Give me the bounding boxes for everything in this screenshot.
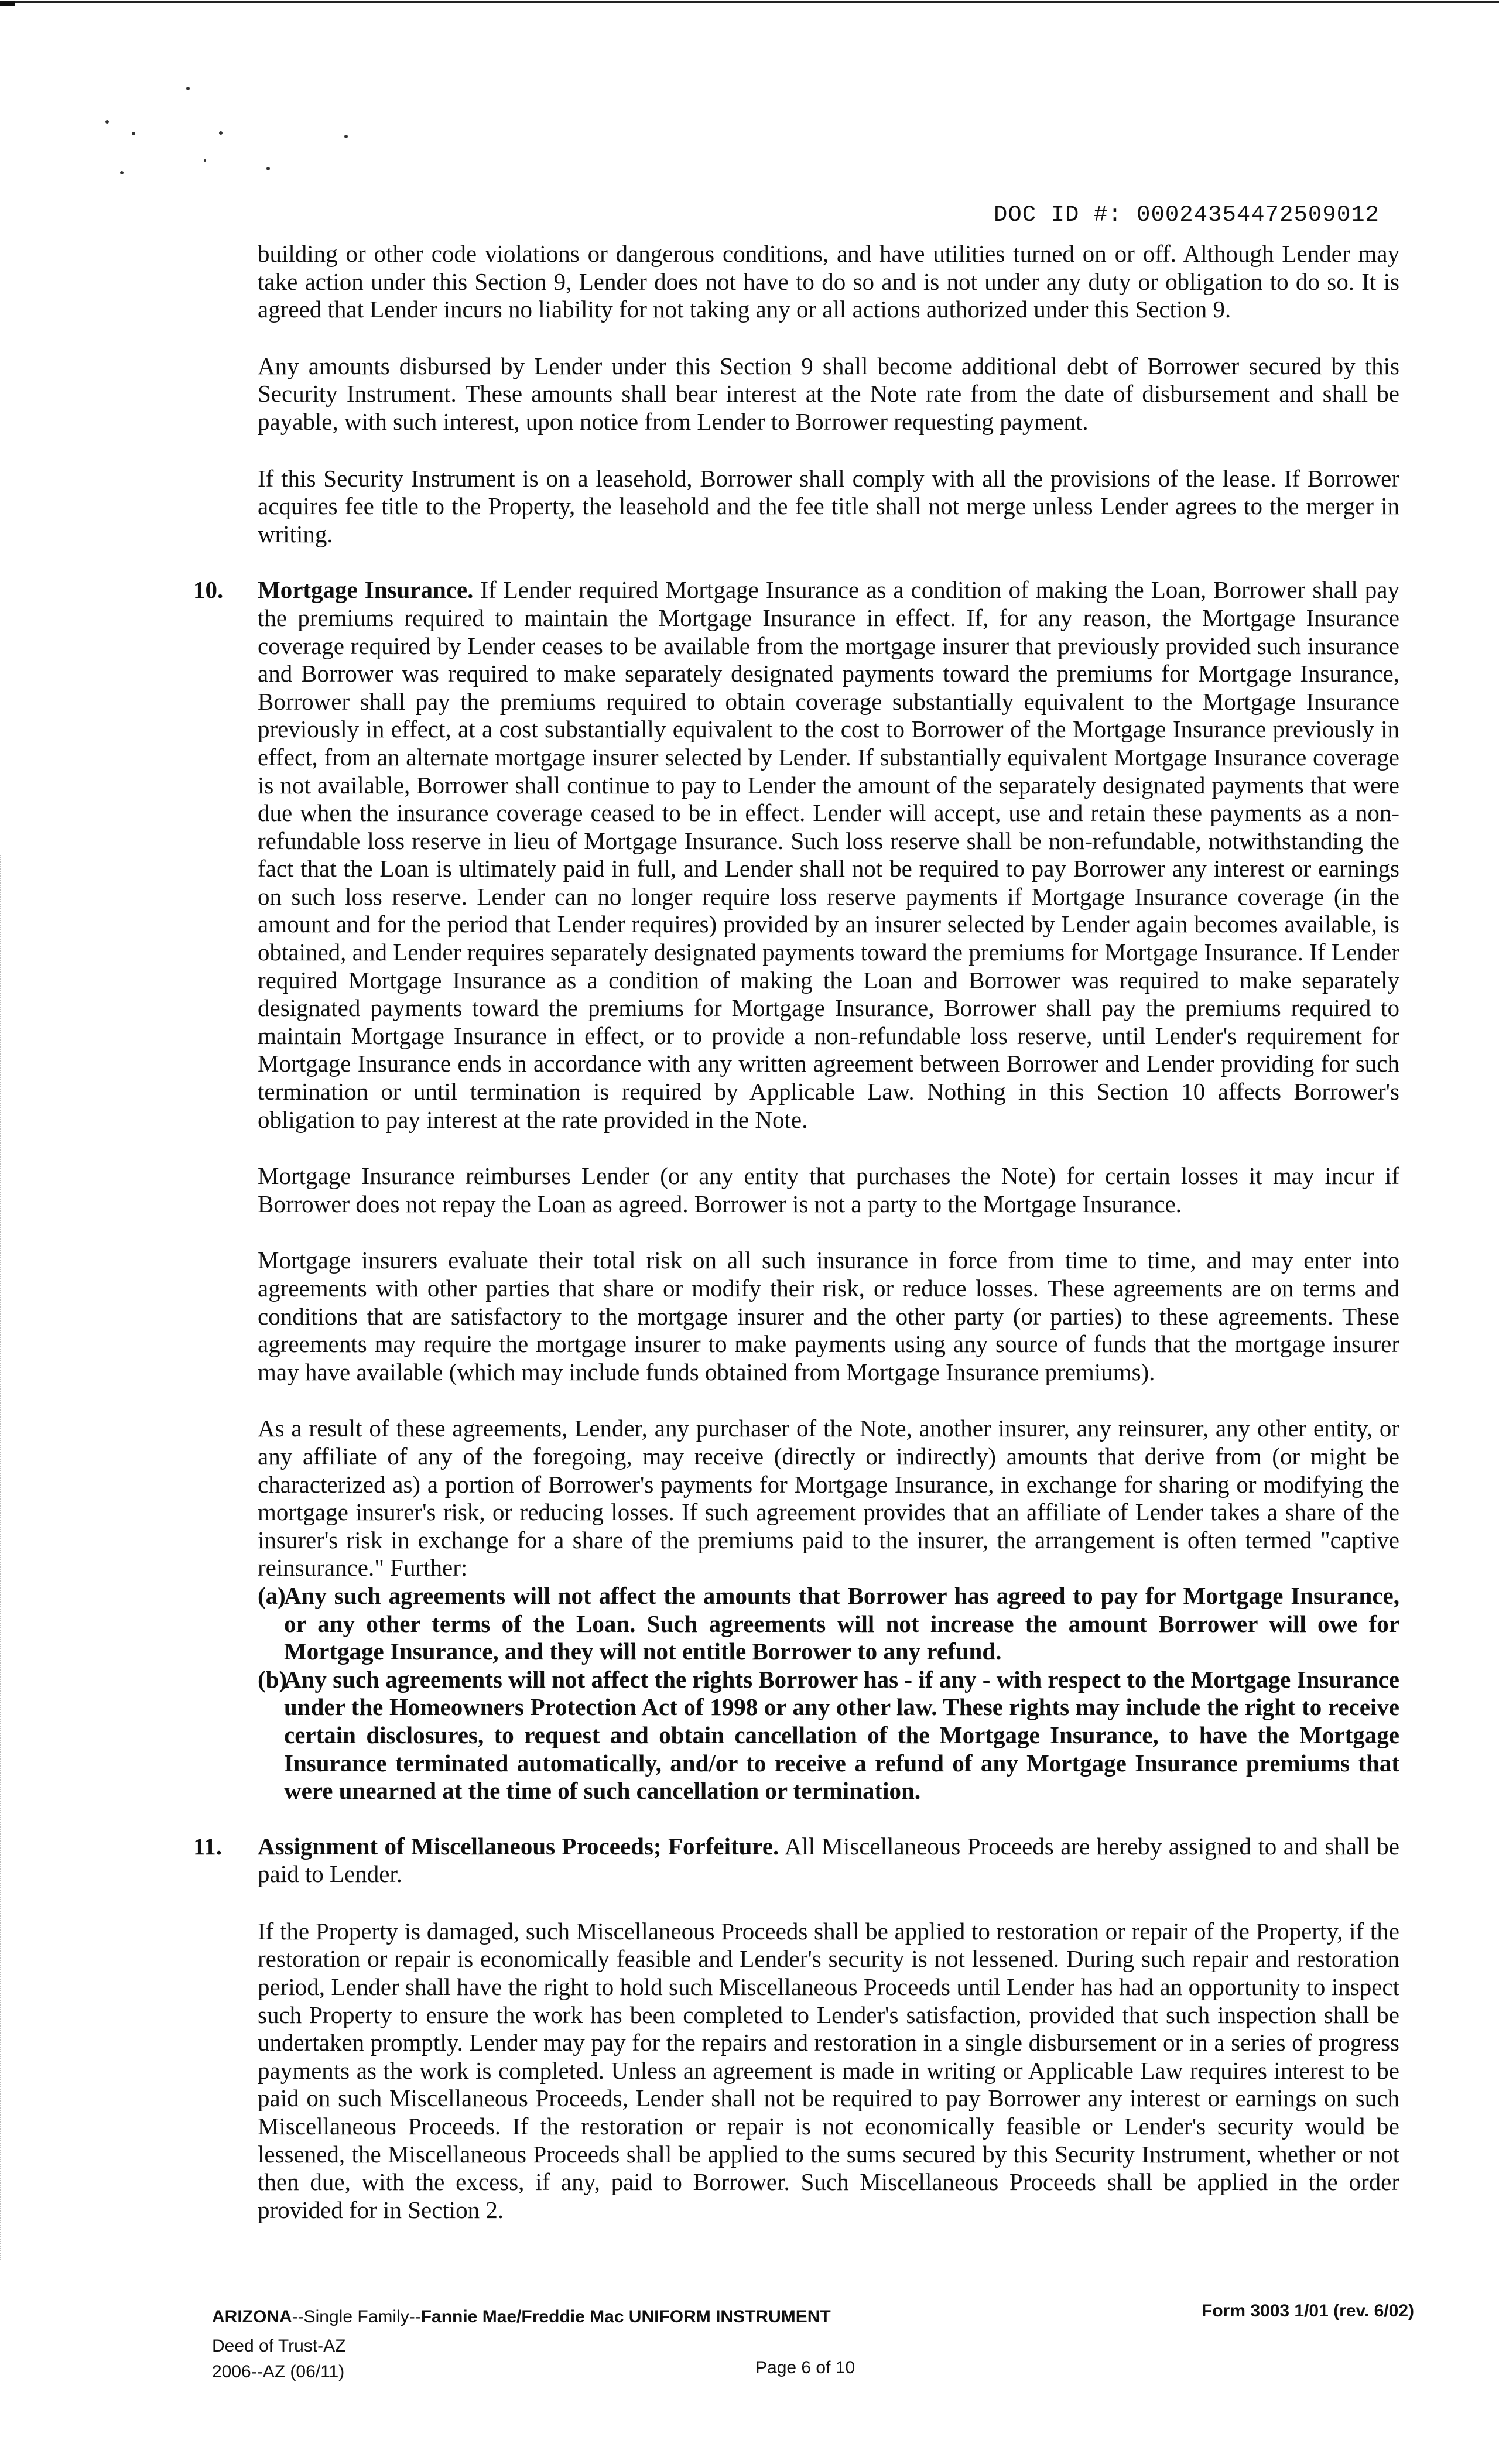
footer-form-info xyxy=(212,2304,831,2385)
section-number: 11. xyxy=(193,1832,222,1860)
list-text: Any such agreements will not affect the rights Borrower has - if any - with respect to the Mortgage Insurance under the Homeowners Protection Act of 1998 or any other law. These rights may include the right to receive certain disclosures, to request and obtain cancellation of the Mortgage Insurance, to have the Mortgage Insurance terminated automatically, and/or to receive a refund of any Mortgage Insurance premiums that were unearned at the time of such cancellation or termination. xyxy=(284,1665,1399,1805)
page-number: Page 6 of 10 xyxy=(755,2358,855,2377)
paragraph: Any amounts disbursed by Lender under this Section 9 shall become additional debt of Borrower secured by this Security Instrument. These amounts shall bear interest at the Note rate from the date of disbursement and shall be payable, with such interest, upon notice from Lender to Borrower requesting payment. xyxy=(258,352,1399,435)
scan-speck xyxy=(266,167,270,170)
scan-edge-marks xyxy=(0,855,5,2260)
section-10-paragraph xyxy=(193,576,1399,1134)
list-item xyxy=(193,1582,1399,1666)
footer-doc-code: 2006--AZ (06/11) xyxy=(212,2362,345,2381)
section-text: If Lender required Mortgage Insurance as a condition of making the Loan, Borrower shall pay the premiums required to maintain the Mortgage Insurance in effect. If, for any reason, the Mortgage Insurance coverage required by Lender ceases to be available from the mortgage insurer that previously provided such insurance and Borrower was required to make separately designated payments toward the premiums for Mortgage Insurance, Borrower shall pay the premiums required to obtain coverage substantially equivalent to the Mortgage Insurance previously in effect, at a cost substantially equivalent to the cost to Borrower of the Mortgage Insurance previously in effect, from an alternate mortgage insurer selected by Lender. If substantially equivalent Mortgage Insurance coverage is not available, Borrower shall continue to pay to Lender the amount of the separately designated payments that were due when the insurance coverage ceased to be in effect. Lender will accept, use and retain these payments as a non-refundable loss reserve in lieu of Mortgage Insurance. Such loss reserve shall be non-refundable, notwithstanding the fact that the Loan is ultimately paid in full, and Lender shall not be required to pay Borrower any interest or earnings on such loss reserve. Lender can no longer require loss reserve payments if Mortgage Insurance coverage (in the amount and for the period that Lender requires) provided by an insurer selected by Lender again becomes available, is obtained, and Lender requires separately designated payments toward the premiums for Mortgage Insurance. If Lender required Mortgage Insurance as a condition of making the Loan and Borrower was required to make separately designated payments toward the premiums for Mortgage Insurance, Borrower shall pay the premiums required to maintain Mortgage Insurance in effect, or to provide a non-refundable loss reserve, until Lender's requirement for Mortgage Insurance ends in accordance with any written agreement between Borrower and Lender providing for such termination or until termination is required by Applicable Law. Nothing in this Section 10 affects Borrower's obligation to pay interest at the rate provided in the Note. xyxy=(258,576,1399,1133)
footer-instrument-line xyxy=(212,2304,831,2330)
top-corner-mark xyxy=(0,1,15,6)
section-11-paragraph xyxy=(193,1832,1399,1888)
footer-state: ARIZONA xyxy=(212,2307,292,2326)
top-border-line xyxy=(0,1,1499,3)
scan-speck xyxy=(105,120,109,124)
scan-speck xyxy=(219,131,223,135)
section-number: 10. xyxy=(193,576,224,604)
scan-speck xyxy=(344,135,348,138)
list-label: (b) xyxy=(258,1665,288,1693)
section-title: Assignment of Miscellaneous Proceeds; Forfeiture. xyxy=(258,1832,779,1860)
footer-doc-type: Deed of Trust-AZ xyxy=(212,2336,346,2356)
section-10 xyxy=(193,576,1399,1582)
footer-form-number: Form 3003 1/01 (rev. 6/02) xyxy=(1202,2301,1414,2321)
list-label: (a) xyxy=(258,1582,286,1609)
scan-speck xyxy=(132,132,135,135)
paragraph: Mortgage insurers evaluate their total risk on all such insurance in force from time to time, and may enter into agreements with other parties that share or modify their risk, or reduce losses. These agreements are on terms and conditions that are satisfactory to the mortgage insurer and the other party (or parties) to these agreements. These agreements may require the mortgage insurer to make payments using any source of funds that the mortgage insurer may have available (which may include funds obtained from Mortgage Insurance premiums). xyxy=(258,1247,1399,1385)
section-text: All Miscellaneous Proceeds are hereby assigned to and shall be paid to Lender. xyxy=(258,1832,1399,1888)
paragraph: If this Security Instrument is on a leasehold, Borrower shall comply with all the provisions of the lease. If Borrower acquires fee title to the Property, the leasehold and the fee title shall not merge unless Lender agrees to the merger in writing. xyxy=(258,464,1399,547)
scan-speck xyxy=(186,87,190,90)
paragraph: As a result of these agreements, Lender, any purchaser of the Note, another insurer, any reinsurer, any other entity, or any affiliate of any of the foregoing, may receive (directly or indirectly) amounts that derive from (or might be characterized as) a portion of Borrower's payments for Mortgage Insurance, in exchange for sharing or modifying the mortgage insurer's risk, or reducing losses. If such agreement provides that an affiliate of Lender takes a share of the insurer's risk in exchange for a share of the premiums paid to the insurer, the arrangement is often termed "captive reinsurance." Further: xyxy=(258,1415,1399,1582)
section-11 xyxy=(193,1833,1399,2225)
list-item xyxy=(193,1666,1399,1805)
section-title: Mortgage Insurance. xyxy=(258,576,474,604)
doc-id: DOC ID #: 00024354472509012 xyxy=(994,202,1380,228)
section-9-continued xyxy=(193,240,1399,548)
document-body xyxy=(193,240,1399,2224)
footer-instrument: Fannie Mae/Freddie Mac UNIFORM INSTRUMENT xyxy=(420,2307,831,2326)
paragraph: If the Property is damaged, such Miscellaneous Proceeds shall be applied to restoration or repair of the Property, if the restoration or repair is economically feasible and Lender's security is not lessened. During such repair and restoration period, Lender shall have the right to hold such Miscellaneous Proceeds until Lender has had an opportunity to inspect such Property to ensure the work has been completed to Lender's satisfaction, provided that such inspection shall be undertaken promptly. Lender may pay for the repairs and restoration in a single disbursement or in a series of progress payments as the work is completed. Unless an agreement is made in writing or Applicable Law requires interest to be paid on such Miscellaneous Proceeds, Lender shall not be required to pay Borrower any interest or earnings on such Miscellaneous Proceeds. If the restoration or repair is not economically feasible or Lender's security would be lessened, the Miscellaneous Proceeds shall be applied to the sums secured by this Security Instrument, whether or not then due, with the excess, if any, paid to Borrower. Such Miscellaneous Proceeds shall be applied in the order provided for in Section 2. xyxy=(258,1917,1399,2223)
section-10-list xyxy=(193,1582,1399,1805)
scan-speck xyxy=(204,159,206,162)
footer-separator: --Single Family-- xyxy=(292,2307,421,2326)
paragraph: Mortgage Insurance reimburses Lender (or any entity that purchases the Note) for certain losses it may incur if Borrower does not repay the Loan as agreed. Borrower is not a party to the Mortgage Insurance. xyxy=(258,1162,1399,1217)
scan-speck xyxy=(120,171,124,174)
list-text: Any such agreements will not affect the amounts that Borrower has agreed to pay for Mortgage Insurance, or any other terms of the Loan. Such agreements will not increase the amount Borrower will owe for Mortgage Insurance, and they will not entitle Borrower to any refund. xyxy=(284,1582,1399,1665)
paragraph: building or other code violations or dangerous conditions, and have utilities turned on or off. Although Lender may take action under this Section 9, Lender does not have to do so and is not under any duty or obligation to do so. It is agreed that Lender incurs no liability for not taking any or all actions authorized under this Section 9. xyxy=(258,240,1399,323)
